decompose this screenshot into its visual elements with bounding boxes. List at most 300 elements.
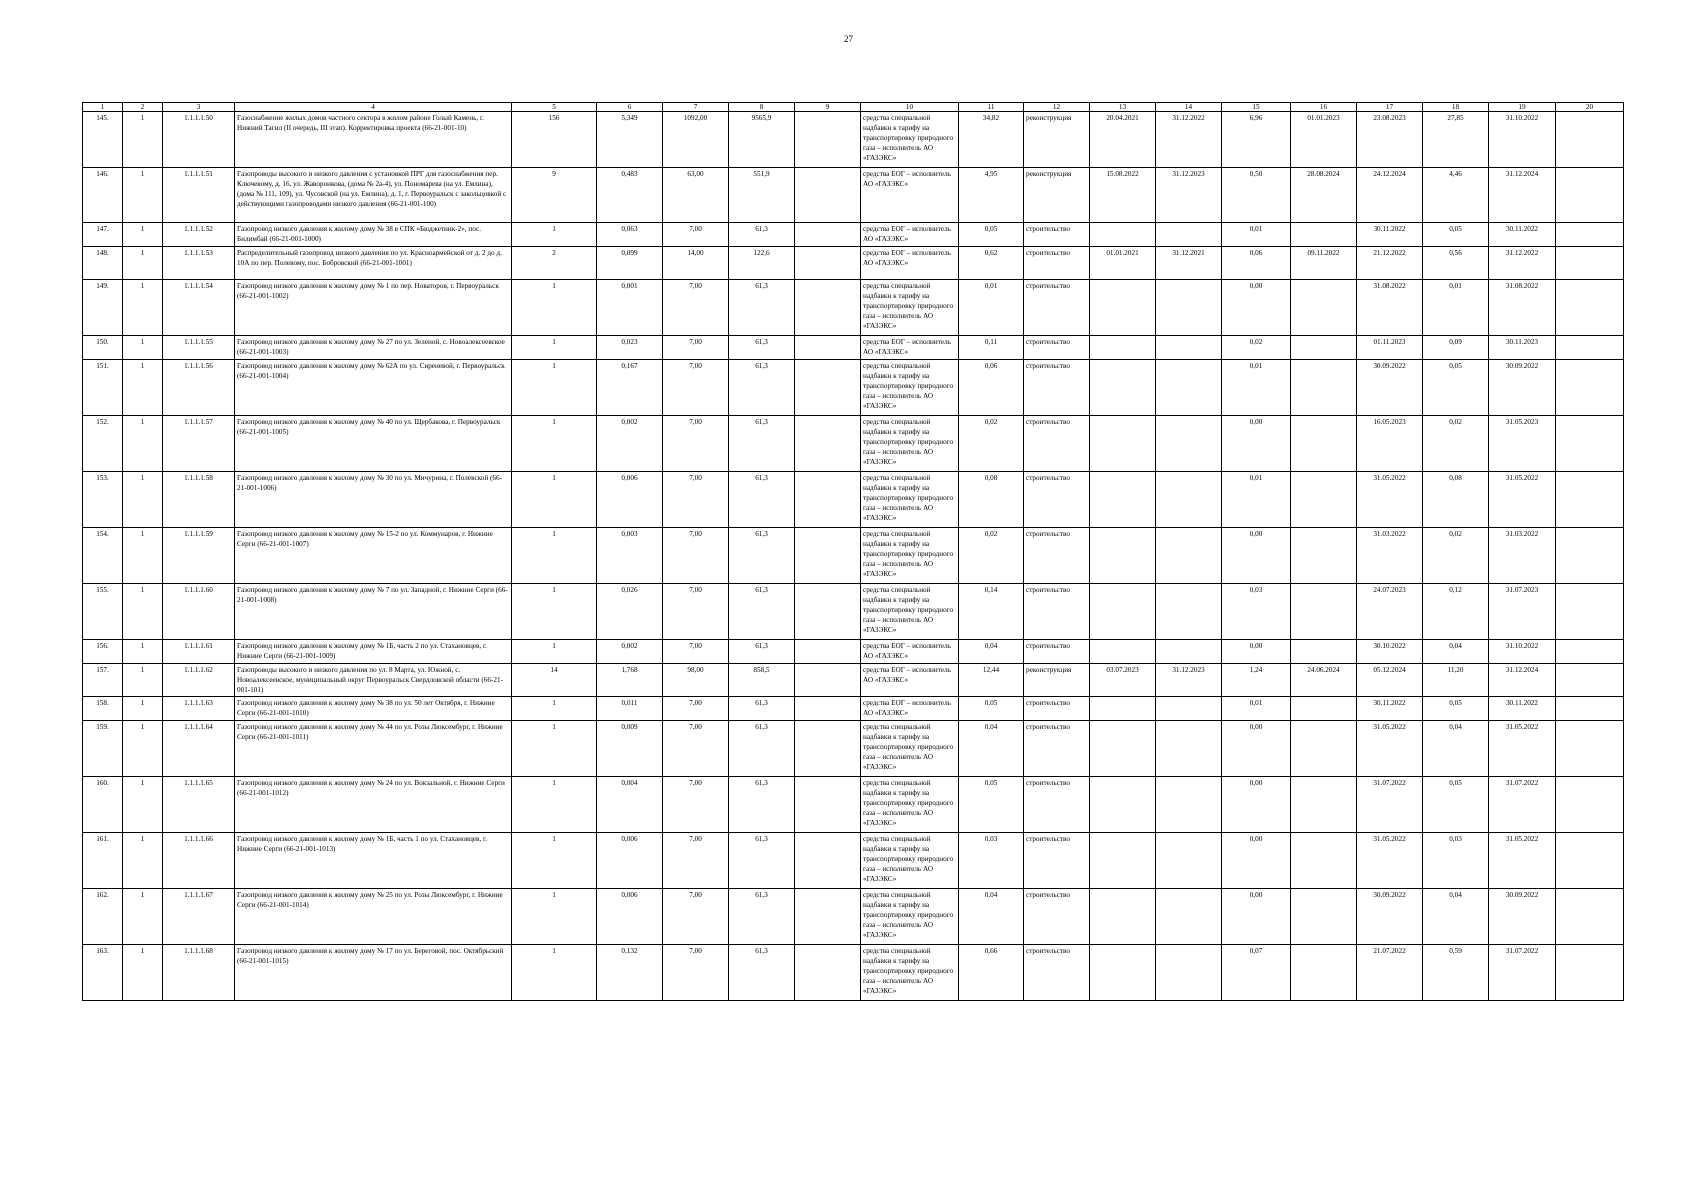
funding-source: средства специальной надбавки к тарифу на транспортировку природного газа – исполнитель АО «ГАЗЭКС» xyxy=(861,472,959,528)
column-header-17: 17 xyxy=(1357,103,1423,112)
col-15-value: 1,24 xyxy=(1222,664,1291,697)
end-date xyxy=(1156,584,1222,640)
col-11-value: 0,04 xyxy=(959,889,1024,945)
row-number: 145. xyxy=(83,112,123,168)
col-6-value: 0,167 xyxy=(597,360,663,416)
col-9-value xyxy=(795,889,861,945)
row-number: 156. xyxy=(83,640,123,664)
column-header-7: 7 xyxy=(663,103,729,112)
col-7-value: 7,00 xyxy=(663,640,729,664)
end-date: 31.12.2023 xyxy=(1156,168,1222,223)
col-17-date: 31.05.2022 xyxy=(1357,472,1423,528)
col-18-value: 0,05 xyxy=(1423,697,1489,721)
section-number: 1 xyxy=(123,280,163,336)
col-7-value: 7,00 xyxy=(663,528,729,584)
col-8-value: 9565,9 xyxy=(729,112,795,168)
section-number: 1 xyxy=(123,472,163,528)
col-9-value xyxy=(795,640,861,664)
row-number: 157. xyxy=(83,664,123,697)
section-number: 1 xyxy=(123,777,163,833)
col-16-date xyxy=(1291,223,1357,247)
col-20-value xyxy=(1556,416,1624,472)
col-19-date: 30.11.2022 xyxy=(1489,223,1556,247)
col-9-value xyxy=(795,280,861,336)
object-code: 1.1.1.1.54 xyxy=(163,280,235,336)
section-number: 1 xyxy=(123,889,163,945)
col-19-date: 31.03.2022 xyxy=(1489,528,1556,584)
col-20-value xyxy=(1556,168,1624,223)
col-20-value xyxy=(1556,664,1624,697)
col-17-date: 30.11.2022 xyxy=(1357,223,1423,247)
column-header-8: 8 xyxy=(729,103,795,112)
object-name: Газопровод низкого давления к жилому дому № 1 по пер. Новаторов, г. Первоуральск (66-21-001-1002) xyxy=(235,280,512,336)
object-code: 1.1.1.1.67 xyxy=(163,889,235,945)
table-row xyxy=(83,247,1624,280)
object-name: Газопровод низкого давления к жилому дому № 40 по ул. Щербакова, г. Первоуральск (66-21-001-1005) xyxy=(235,416,512,472)
col-9-value xyxy=(795,584,861,640)
end-date xyxy=(1156,777,1222,833)
col-16-date: 24.06.2024 xyxy=(1291,664,1357,697)
col-7-value: 7,00 xyxy=(663,777,729,833)
col-16-date xyxy=(1291,416,1357,472)
col-19-date: 30.11.2022 xyxy=(1489,697,1556,721)
col-7-value: 7,00 xyxy=(663,945,729,1001)
work-type: строительство xyxy=(1024,360,1090,416)
end-date xyxy=(1156,640,1222,664)
object-name: Распределительный газопровод низкого давления по ул. Красноармейской от д. 2 до д. 10А по пер. Полевому, пос. Бобровский (66-21-001-1001) xyxy=(235,247,512,280)
work-type: строительство xyxy=(1024,336,1090,360)
col-18-value: 0,04 xyxy=(1423,721,1489,777)
column-header-1: 1 xyxy=(83,103,123,112)
col-17-date: 16.05.2023 xyxy=(1357,416,1423,472)
col-7-value: 7,00 xyxy=(663,697,729,721)
table-row xyxy=(83,664,1624,697)
col-20-value xyxy=(1556,280,1624,336)
object-code: 1.1.1.1.58 xyxy=(163,472,235,528)
object-name: Газопровод низкого давления к жилому дому № 25 по ул. Розы Люксембург, г. Нижние Серги (66-21-001-1014) xyxy=(235,889,512,945)
funding-source: средства ЕОГ – исполнитель АО «ГАЗЭКС» xyxy=(861,697,959,721)
column-header-19: 19 xyxy=(1489,103,1556,112)
col-11-value: 0,03 xyxy=(959,833,1024,889)
col-19-date: 31.10.2022 xyxy=(1489,640,1556,664)
section-number: 1 xyxy=(123,360,163,416)
col-9-value xyxy=(795,528,861,584)
start-date xyxy=(1090,889,1156,945)
col-5-value: 2 xyxy=(512,247,597,280)
table-row xyxy=(83,416,1624,472)
column-header-4: 4 xyxy=(235,103,512,112)
col-9-value xyxy=(795,697,861,721)
table-body xyxy=(83,112,1624,1001)
start-date xyxy=(1090,945,1156,1001)
col-19-date: 31.07.2022 xyxy=(1489,777,1556,833)
row-number: 146. xyxy=(83,168,123,223)
object-code: 1.1.1.1.63 xyxy=(163,697,235,721)
end-date xyxy=(1156,697,1222,721)
column-header-9: 9 xyxy=(795,103,861,112)
start-date: 01.01.2021 xyxy=(1090,247,1156,280)
funding-source: средства специальной надбавки к тарифу на транспортировку природного газа – исполнитель АО «ГАЗЭКС» xyxy=(861,112,959,168)
funding-source: средства специальной надбавки к тарифу на транспортировку природного газа – исполнитель АО «ГАЗЭКС» xyxy=(861,528,959,584)
row-number: 150. xyxy=(83,336,123,360)
col-6-value: 0,002 xyxy=(597,416,663,472)
col-8-value: 61,3 xyxy=(729,721,795,777)
col-9-value xyxy=(795,112,861,168)
col-7-value: 63,00 xyxy=(663,168,729,223)
col-8-value: 551,9 xyxy=(729,168,795,223)
col-15-value: 0,01 xyxy=(1222,223,1291,247)
funding-source: средства специальной надбавки к тарифу на транспортировку природного газа – исполнитель АО «ГАЗЭКС» xyxy=(861,416,959,472)
column-header-2: 2 xyxy=(123,103,163,112)
col-18-value: 0,05 xyxy=(1423,360,1489,416)
col-20-value xyxy=(1556,945,1624,1001)
col-15-value: 0,07 xyxy=(1222,945,1291,1001)
col-18-value: 0,05 xyxy=(1423,777,1489,833)
start-date xyxy=(1090,528,1156,584)
end-date: 31.12.2022 xyxy=(1156,112,1222,168)
column-header-12: 12 xyxy=(1024,103,1090,112)
col-16-date: 01.01.2023 xyxy=(1291,112,1357,168)
col-18-value: 4,46 xyxy=(1423,168,1489,223)
col-20-value xyxy=(1556,889,1624,945)
col-15-value: 0,03 xyxy=(1222,584,1291,640)
row-number: 154. xyxy=(83,528,123,584)
column-header-14: 14 xyxy=(1156,103,1222,112)
col-18-value: 0,09 xyxy=(1423,336,1489,360)
col-7-value: 7,00 xyxy=(663,336,729,360)
col-5-value: 1 xyxy=(512,640,597,664)
col-19-date: 31.07.2023 xyxy=(1489,584,1556,640)
col-5-value: 14 xyxy=(512,664,597,697)
section-number: 1 xyxy=(123,945,163,1001)
col-19-date: 31.12.2024 xyxy=(1489,168,1556,223)
col-19-date: 31.05.2022 xyxy=(1489,833,1556,889)
column-header-10: 10 xyxy=(861,103,959,112)
row-number: 147. xyxy=(83,223,123,247)
column-header-20: 20 xyxy=(1556,103,1624,112)
col-8-value: 61,3 xyxy=(729,280,795,336)
col-18-value: 0,05 xyxy=(1423,223,1489,247)
col-11-value: 0,04 xyxy=(959,721,1024,777)
table-row xyxy=(83,472,1624,528)
row-number: 153. xyxy=(83,472,123,528)
col-11-value: 34,82 xyxy=(959,112,1024,168)
object-code: 1.1.1.1.50 xyxy=(163,112,235,168)
col-11-value: 0,14 xyxy=(959,584,1024,640)
col-20-value xyxy=(1556,640,1624,664)
object-code: 1.1.1.1.64 xyxy=(163,721,235,777)
col-8-value: 61,3 xyxy=(729,472,795,528)
table-row xyxy=(83,777,1624,833)
start-date xyxy=(1090,223,1156,247)
col-11-value: 0,02 xyxy=(959,528,1024,584)
col-17-date: 31.03.2022 xyxy=(1357,528,1423,584)
col-15-value: 0,00 xyxy=(1222,416,1291,472)
end-date xyxy=(1156,336,1222,360)
start-date xyxy=(1090,833,1156,889)
col-9-value xyxy=(795,360,861,416)
col-11-value: 0,06 xyxy=(959,360,1024,416)
funding-source: средства специальной надбавки к тарифу на транспортировку природного газа – исполнитель АО «ГАЗЭКС» xyxy=(861,889,959,945)
col-11-value: 0,05 xyxy=(959,777,1024,833)
col-6-value: 0,132 xyxy=(597,945,663,1001)
funding-source: средства ЕОГ – исполнитель АО «ГАЗЭКС» xyxy=(861,664,959,697)
col-15-value: 0,00 xyxy=(1222,721,1291,777)
funding-source: средства специальной надбавки к тарифу на транспортировку природного газа – исполнитель АО «ГАЗЭКС» xyxy=(861,280,959,336)
work-type: строительство xyxy=(1024,223,1090,247)
work-type: строительство xyxy=(1024,640,1090,664)
col-19-date: 31.12.2024 xyxy=(1489,664,1556,697)
column-header-15: 15 xyxy=(1222,103,1291,112)
section-number: 1 xyxy=(123,584,163,640)
object-name: Газопровод низкого давления к жилому дому № 27 по ул. Зеленой, с. Новоалексеевское (66-21-001-1003) xyxy=(235,336,512,360)
col-18-value: 27,85 xyxy=(1423,112,1489,168)
end-date xyxy=(1156,833,1222,889)
col-8-value: 122,6 xyxy=(729,247,795,280)
col-19-date: 31.08.2022 xyxy=(1489,280,1556,336)
column-header-3: 3 xyxy=(163,103,235,112)
col-19-date: 31.05.2022 xyxy=(1489,721,1556,777)
col-7-value: 7,00 xyxy=(663,584,729,640)
col-5-value: 1 xyxy=(512,472,597,528)
col-11-value: 4,95 xyxy=(959,168,1024,223)
col-6-value: 0,009 xyxy=(597,721,663,777)
col-11-value: 0,05 xyxy=(959,223,1024,247)
work-type: реконструкция xyxy=(1024,112,1090,168)
col-16-date xyxy=(1291,336,1357,360)
work-type: строительство xyxy=(1024,528,1090,584)
row-number: 155. xyxy=(83,584,123,640)
col-16-date xyxy=(1291,945,1357,1001)
col-6-value: 0,001 xyxy=(597,280,663,336)
work-type: реконструкция xyxy=(1024,664,1090,697)
section-number: 1 xyxy=(123,416,163,472)
col-20-value xyxy=(1556,697,1624,721)
object-name: Газопровод низкого давления к жилому дому № 38 в СПК «Бюджетник-2», пос. Билимбай (66-21-001-1000) xyxy=(235,223,512,247)
col-15-value: 6,96 xyxy=(1222,112,1291,168)
column-header-11: 11 xyxy=(959,103,1024,112)
investment-program-table xyxy=(82,102,1624,1001)
funding-source: средства ЕОГ – исполнитель АО «ГАЗЭКС» xyxy=(861,640,959,664)
section-number: 1 xyxy=(123,168,163,223)
col-6-value: 0,006 xyxy=(597,833,663,889)
start-date xyxy=(1090,416,1156,472)
col-16-date xyxy=(1291,280,1357,336)
col-16-date xyxy=(1291,528,1357,584)
section-number: 1 xyxy=(123,721,163,777)
col-6-value: 0,006 xyxy=(597,889,663,945)
col-15-value: 0,00 xyxy=(1222,777,1291,833)
end-date xyxy=(1156,472,1222,528)
table-row xyxy=(83,889,1624,945)
col-17-date: 05.12.2024 xyxy=(1357,664,1423,697)
col-7-value: 7,00 xyxy=(663,472,729,528)
object-code: 1.1.1.1.57 xyxy=(163,416,235,472)
col-15-value: 0,00 xyxy=(1222,280,1291,336)
object-code: 1.1.1.1.68 xyxy=(163,945,235,1001)
funding-source: средства специальной надбавки к тарифу на транспортировку природного газа – исполнитель АО «ГАЗЭКС» xyxy=(861,833,959,889)
col-19-date: 31.05.2023 xyxy=(1489,416,1556,472)
col-16-date xyxy=(1291,360,1357,416)
funding-source: средства специальной надбавки к тарифу на транспортировку природного газа – исполнитель АО «ГАЗЭКС» xyxy=(861,360,959,416)
end-date xyxy=(1156,416,1222,472)
col-5-value: 1 xyxy=(512,721,597,777)
object-code: 1.1.1.1.51 xyxy=(163,168,235,223)
col-7-value: 7,00 xyxy=(663,721,729,777)
work-type: строительство xyxy=(1024,280,1090,336)
col-17-date: 30.09.2022 xyxy=(1357,889,1423,945)
table-row xyxy=(83,112,1624,168)
col-19-date: 30.09.2022 xyxy=(1489,889,1556,945)
row-number: 160. xyxy=(83,777,123,833)
column-header-6: 6 xyxy=(597,103,663,112)
start-date xyxy=(1090,280,1156,336)
col-8-value: 61,3 xyxy=(729,360,795,416)
work-type: строительство xyxy=(1024,247,1090,280)
column-header-13: 13 xyxy=(1090,103,1156,112)
col-8-value: 61,3 xyxy=(729,777,795,833)
col-17-date: 31.05.2022 xyxy=(1357,833,1423,889)
col-9-value xyxy=(795,721,861,777)
funding-source: средства ЕОГ – исполнитель АО «ГАЗЭКС» xyxy=(861,247,959,280)
col-18-value: 0,08 xyxy=(1423,472,1489,528)
work-type: строительство xyxy=(1024,833,1090,889)
col-15-value: 0,01 xyxy=(1222,697,1291,721)
col-18-value: 11,20 xyxy=(1423,664,1489,697)
work-type: строительство xyxy=(1024,721,1090,777)
col-17-date: 31.05.2022 xyxy=(1357,721,1423,777)
col-11-value: 0,66 xyxy=(959,945,1024,1001)
col-20-value xyxy=(1556,247,1624,280)
section-number: 1 xyxy=(123,528,163,584)
col-17-date: 24.12.2024 xyxy=(1357,168,1423,223)
col-19-date: 30.11.2023 xyxy=(1489,336,1556,360)
col-8-value: 61,3 xyxy=(729,528,795,584)
col-15-value: 0,50 xyxy=(1222,168,1291,223)
col-6-value: 0,002 xyxy=(597,640,663,664)
object-code: 1.1.1.1.56 xyxy=(163,360,235,416)
work-type: строительство xyxy=(1024,777,1090,833)
table-row xyxy=(83,584,1624,640)
object-name: Газопроводы высокого и низкого давления по ул. 8 Марта, ул. Южной, с. Новоалексеевское, муниципальный округ Первоуральск Свердловской области (66-21-001-101) xyxy=(235,664,512,697)
object-name: Газопровод низкого давления к жилому дому № 7 по ул. Западной, г. Нижние Серги (66-21-001-1008) xyxy=(235,584,512,640)
col-16-date xyxy=(1291,777,1357,833)
col-6-value: 5,349 xyxy=(597,112,663,168)
col-9-value xyxy=(795,664,861,697)
col-8-value: 61,3 xyxy=(729,336,795,360)
col-20-value xyxy=(1556,223,1624,247)
section-number: 1 xyxy=(123,833,163,889)
object-name: Газопровод низкого давления к жилому дому № 38 по ул. 50 лет Октября, г. Нижние Серги (66-21-001-1010) xyxy=(235,697,512,721)
row-number: 152. xyxy=(83,416,123,472)
col-6-value: 0,023 xyxy=(597,336,663,360)
start-date xyxy=(1090,584,1156,640)
start-date xyxy=(1090,721,1156,777)
col-16-date: 09.11.2022 xyxy=(1291,247,1357,280)
work-type: строительство xyxy=(1024,472,1090,528)
table-row xyxy=(83,336,1624,360)
col-6-value: 0,483 xyxy=(597,168,663,223)
col-20-value xyxy=(1556,721,1624,777)
col-9-value xyxy=(795,833,861,889)
col-5-value: 9 xyxy=(512,168,597,223)
col-17-date: 21.12.2022 xyxy=(1357,247,1423,280)
col-7-value: 7,00 xyxy=(663,223,729,247)
col-19-date: 31.10.2022 xyxy=(1489,112,1556,168)
col-11-value: 0,05 xyxy=(959,697,1024,721)
row-number: 159. xyxy=(83,721,123,777)
col-16-date xyxy=(1291,721,1357,777)
col-5-value: 1 xyxy=(512,945,597,1001)
col-7-value: 7,00 xyxy=(663,360,729,416)
start-date xyxy=(1090,640,1156,664)
col-18-value: 0,12 xyxy=(1423,584,1489,640)
col-17-date: 21.07.2022 xyxy=(1357,945,1423,1001)
col-11-value: 0,08 xyxy=(959,472,1024,528)
col-20-value xyxy=(1556,584,1624,640)
col-9-value xyxy=(795,168,861,223)
object-code: 1.1.1.1.62 xyxy=(163,664,235,697)
col-7-value: 98,00 xyxy=(663,664,729,697)
col-7-value: 14,00 xyxy=(663,247,729,280)
col-16-date xyxy=(1291,472,1357,528)
col-6-value: 0,011 xyxy=(597,697,663,721)
section-number: 1 xyxy=(123,640,163,664)
col-18-value: 0,56 xyxy=(1423,247,1489,280)
start-date xyxy=(1090,336,1156,360)
col-9-value xyxy=(795,336,861,360)
col-5-value: 1 xyxy=(512,584,597,640)
col-18-value: 0,04 xyxy=(1423,640,1489,664)
column-header-16: 16 xyxy=(1291,103,1357,112)
col-11-value: 0,62 xyxy=(959,247,1024,280)
object-name: Газопровод низкого давления к жилому дому № 15-2 по ул. Коммунаров, г. Нижние Серги (66-21-001-1007) xyxy=(235,528,512,584)
col-8-value: 61,3 xyxy=(729,697,795,721)
col-11-value: 0,11 xyxy=(959,336,1024,360)
col-16-date xyxy=(1291,640,1357,664)
object-name: Газопровод низкого давления к жилому дому № 17 по ул. Береговой, пос. Октябрьский (66-21-001-1015) xyxy=(235,945,512,1001)
object-code: 1.1.1.1.52 xyxy=(163,223,235,247)
col-9-value xyxy=(795,472,861,528)
col-11-value: 0,04 xyxy=(959,640,1024,664)
object-code: 1.1.1.1.61 xyxy=(163,640,235,664)
col-8-value: 61,3 xyxy=(729,833,795,889)
end-date xyxy=(1156,721,1222,777)
col-16-date xyxy=(1291,833,1357,889)
col-17-date: 01.11.2023 xyxy=(1357,336,1423,360)
col-20-value xyxy=(1556,336,1624,360)
funding-source: средства специальной надбавки к тарифу на транспортировку природного газа – исполнитель АО «ГАЗЭКС» xyxy=(861,584,959,640)
col-19-date: 30.09.2022 xyxy=(1489,360,1556,416)
start-date xyxy=(1090,472,1156,528)
col-5-value: 156 xyxy=(512,112,597,168)
col-8-value: 858,5 xyxy=(729,664,795,697)
col-17-date: 30.09.2022 xyxy=(1357,360,1423,416)
funding-source: средства специальной надбавки к тарифу на транспортировку природного газа – исполнитель АО «ГАЗЭКС» xyxy=(861,721,959,777)
col-5-value: 1 xyxy=(512,360,597,416)
work-type: строительство xyxy=(1024,889,1090,945)
col-16-date xyxy=(1291,889,1357,945)
col-15-value: 0,00 xyxy=(1222,889,1291,945)
row-number: 148. xyxy=(83,247,123,280)
page-number: 27 xyxy=(844,34,853,44)
col-18-value: 0,59 xyxy=(1423,945,1489,1001)
work-type: строительство xyxy=(1024,416,1090,472)
col-5-value: 1 xyxy=(512,280,597,336)
object-name: Газопровод низкого давления к жилому дому № 44 по ул. Розы Люксембург, г. Нижние Серги (66-21-001-1011) xyxy=(235,721,512,777)
col-6-value: 0,063 xyxy=(597,223,663,247)
col-5-value: 1 xyxy=(512,416,597,472)
